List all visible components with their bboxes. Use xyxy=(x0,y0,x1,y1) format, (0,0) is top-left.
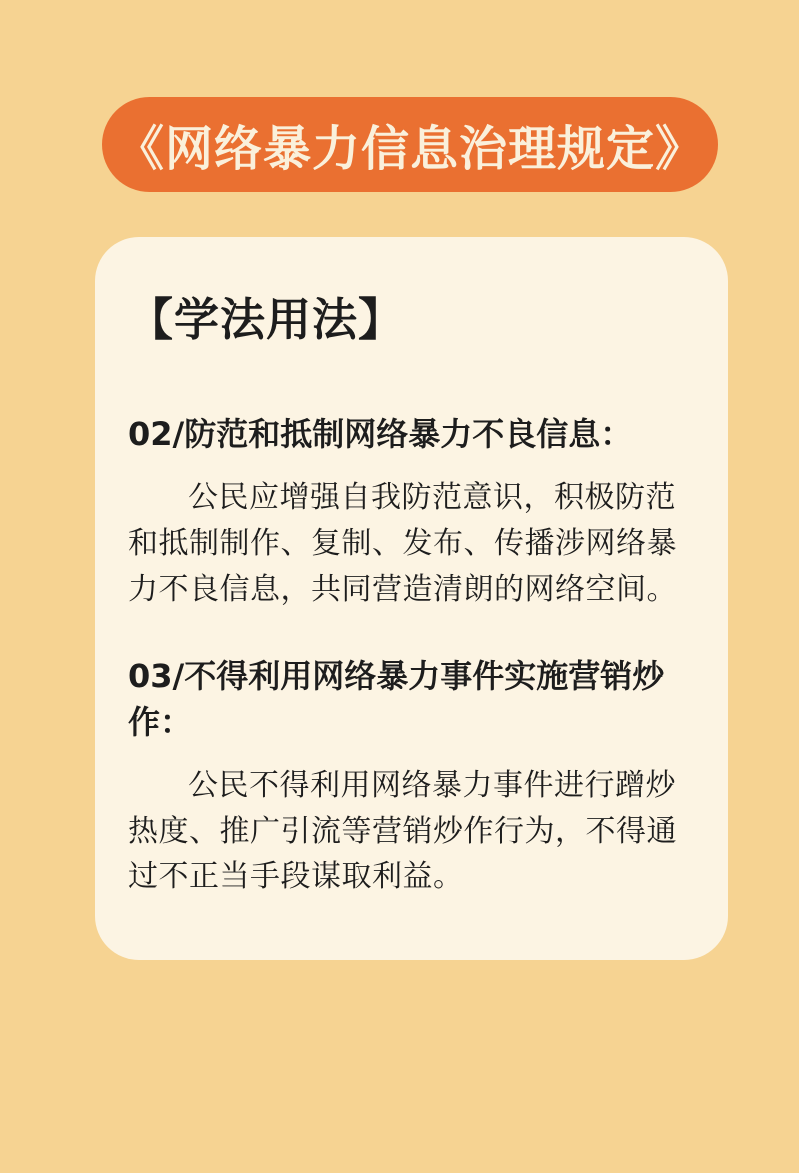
card-heading: 【学法用法】 xyxy=(128,293,405,346)
section-02-body: 公民应增强自我防范意识，积极防范和抵制制作、复制、发布、传播涉网络暴力不良信息，共同营造清朗的网络空间。 xyxy=(128,480,677,607)
section-03-body: 公民不得利用网络暴力事件进行蹭炒热度、推广引流等营销炒作行为，不得通过不正当手段谋取利益。 xyxy=(128,768,677,895)
section-03 xyxy=(128,654,694,900)
content-card xyxy=(95,237,728,960)
section-02 xyxy=(128,412,694,612)
regulation-title: 《网络暴力信息治理规定》 xyxy=(115,121,704,177)
section-02-heading: 02/防范和抵制网络暴力不良信息： xyxy=(128,415,633,453)
section-03-heading: 03/不得利用网络暴力事件实施营销炒作： xyxy=(128,657,665,741)
page xyxy=(0,97,799,1173)
regulation-title-badge xyxy=(102,97,718,192)
